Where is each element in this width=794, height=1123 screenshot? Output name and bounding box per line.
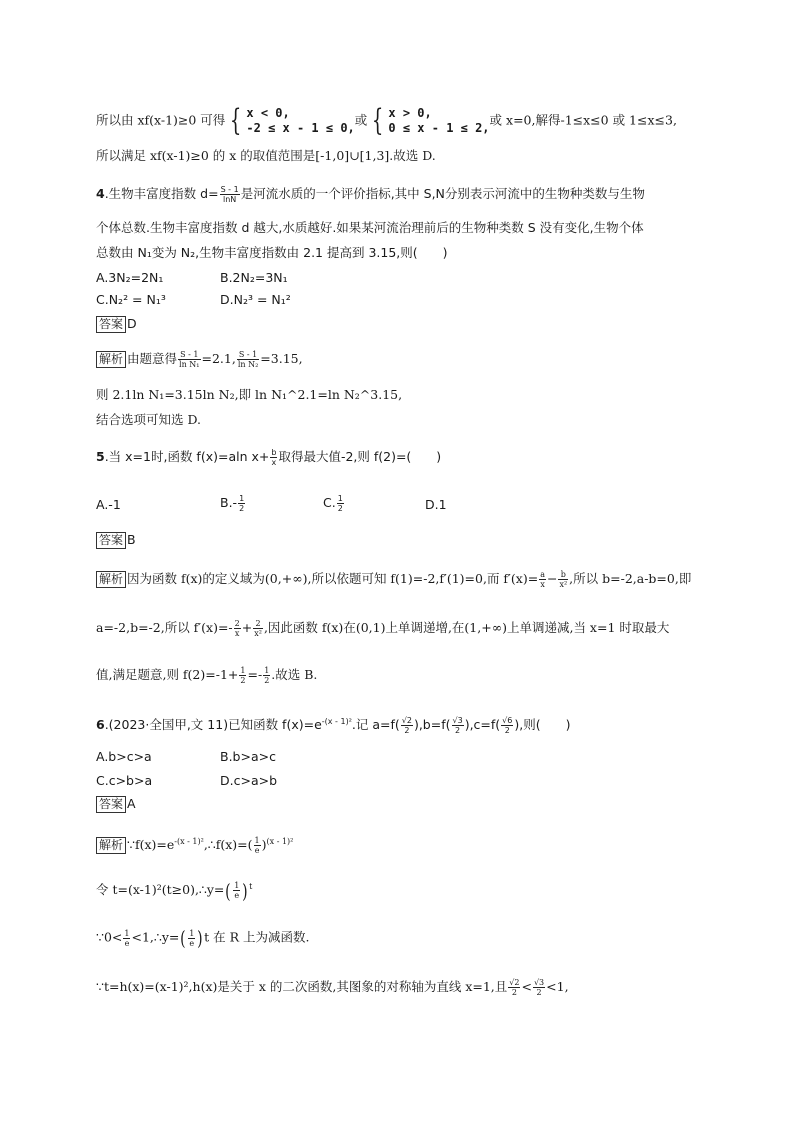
analysis-line-1 xyxy=(96,834,293,855)
text: 或 xyxy=(354,112,368,128)
option-a: A.-1 xyxy=(96,497,121,512)
numerator: 1 xyxy=(254,836,260,846)
numerator: a xyxy=(540,570,545,579)
brace: { xyxy=(372,103,384,138)
denominator: lnN xyxy=(222,195,237,204)
numerator: 1 xyxy=(239,494,245,503)
fraction xyxy=(220,185,240,204)
denominator: e xyxy=(189,938,195,948)
answer-value: A xyxy=(127,796,136,811)
text: =- xyxy=(247,667,263,682)
numerator: 1 xyxy=(240,666,246,675)
text: C. xyxy=(323,495,336,510)
text: ) xyxy=(261,837,267,853)
option-c: C.c>b>a xyxy=(96,773,153,788)
fraction xyxy=(123,929,130,948)
denominator: e xyxy=(124,938,130,948)
numerator: 1 xyxy=(234,881,240,891)
fraction xyxy=(253,619,263,638)
text: ∵0< xyxy=(96,929,123,945)
paren: ) xyxy=(242,878,248,903)
fraction xyxy=(337,494,344,513)
fraction xyxy=(233,881,240,900)
paren: ) xyxy=(197,926,203,950)
numerator: b xyxy=(271,448,277,457)
solution-line-1 xyxy=(96,103,677,138)
numerator: S - 1 xyxy=(220,185,239,194)
text: .故选 B. xyxy=(271,667,318,682)
question-4-stem-line-1 xyxy=(96,185,645,204)
fraction xyxy=(270,448,277,467)
fraction xyxy=(237,350,259,369)
option-d: D.N₂³ = N₁² xyxy=(220,292,291,307)
analysis-line-2: 则 2.1ln N₁=3.15ln N₂,即 ln N₁^2.1=ln N₂^3.15, xyxy=(96,387,403,402)
numerator: √6 xyxy=(502,716,513,726)
text: 因为函数 f(x)的定义域为(0,+∞),所以依题可知 f(1)=-2,f′(1)=0,而 f′(x)= xyxy=(127,571,539,586)
text: 令 t=(x-1)²(t≥0),∴y= xyxy=(96,882,225,898)
analysis-tag: 解析 xyxy=(96,571,126,588)
answer-line xyxy=(96,796,136,813)
text: =2.1, xyxy=(201,351,236,366)
option-d: D.1 xyxy=(425,497,447,512)
text: ∵t=h(x)=(x-1)²,h(x)是关于 x 的二次函数,其图象的对称轴为直线 x=1,且 xyxy=(96,979,508,994)
numerator: 1 xyxy=(337,494,343,503)
numerator: S - 1 xyxy=(178,350,200,360)
text: − xyxy=(546,571,558,586)
numerator: S - 1 xyxy=(237,350,259,360)
denominator: 2 xyxy=(337,504,343,513)
numerator: √2 xyxy=(401,716,412,726)
analysis-line-3 xyxy=(96,666,317,685)
answer-line xyxy=(96,532,136,549)
question-number: 6 xyxy=(96,717,105,733)
text: ,因此函数 f(x)在(0,1)上单调递增,在(1,+∞)上单调递减,当 x=1 时取最大 xyxy=(263,620,670,635)
fraction xyxy=(401,716,413,735)
analysis-tag: 解析 xyxy=(96,837,126,854)
text: a=-2,b=-2,所以 f′(x)=- xyxy=(96,620,233,635)
denominator: 2 xyxy=(511,988,517,997)
denominator: 2 xyxy=(264,676,270,685)
text: 由题意得 xyxy=(127,351,178,366)
analysis-line-3: 结合选项可知选 D. xyxy=(96,412,202,427)
brace: { xyxy=(230,103,242,138)
fraction xyxy=(263,666,270,685)
fraction xyxy=(508,978,520,997)
text: ),b=f( xyxy=(413,717,451,733)
text: ,∴f(x)=( xyxy=(203,837,253,853)
text: <1,∴y= xyxy=(131,929,180,945)
inequality-system-1 xyxy=(246,106,354,136)
text: 值,满足题意,则 f(2)=-1+ xyxy=(96,667,239,682)
fraction xyxy=(239,666,246,685)
fraction xyxy=(452,716,464,735)
exponent: -(x - 1)² xyxy=(174,837,204,846)
analysis-line-3 xyxy=(96,928,309,948)
question-4-stem-line-3: 总数由 N₁变为 N₂,生物丰富度指数由 2.1 提高到 3.15,则( ) xyxy=(96,245,448,260)
option-b: B.2N₂=3N₁ xyxy=(220,270,288,285)
solution-line-2: 所以满足 xf(x-1)≥0 的 x 的取值范围是[-1,0]∪[1,3].故选 D. xyxy=(96,148,436,163)
denominator: x xyxy=(271,458,277,467)
denominator: e xyxy=(254,846,260,856)
denominator: 2 xyxy=(455,726,461,736)
analysis-tag: 解析 xyxy=(96,351,126,368)
text: .(2023·全国甲,文 11)已知函数 f(x)=e xyxy=(104,717,322,733)
option-c: C.N₂² = N₁³ xyxy=(96,292,166,307)
sys-top: x > 0, xyxy=(388,106,432,120)
text: ),c=f( xyxy=(464,717,501,733)
option-a: A.3N₂=2N₁ xyxy=(96,270,164,285)
text: + xyxy=(241,620,253,635)
fraction xyxy=(539,570,546,589)
fraction xyxy=(501,716,513,735)
numerator: 1 xyxy=(264,666,270,675)
numerator: √2 xyxy=(509,978,520,987)
answer-tag: 答案 xyxy=(96,532,126,549)
analysis-line-1 xyxy=(96,570,691,589)
option-b xyxy=(220,494,246,513)
analysis-line-4 xyxy=(96,978,569,997)
numerator: 2 xyxy=(234,619,240,628)
option-a: A.b>c>a xyxy=(96,749,152,764)
text: 或 x=0,解得-1≤x≤0 或 1≤x≤3, xyxy=(489,112,677,128)
text: .生物丰富度指数 d= xyxy=(104,186,219,201)
fraction xyxy=(188,929,195,948)
paren: ( xyxy=(180,926,187,950)
numerator: √3 xyxy=(452,716,463,726)
denominator: x xyxy=(234,629,240,638)
analysis-line-1 xyxy=(96,350,303,369)
numerator: 1 xyxy=(124,928,130,938)
option-b: B.b>a>c xyxy=(220,749,276,764)
answer-tag: 答案 xyxy=(96,796,126,813)
question-5-stem xyxy=(96,448,441,467)
fraction xyxy=(238,494,245,513)
text: ∵f(x)=e xyxy=(127,837,175,853)
text: 取得最大值-2,则 f(2)=( ) xyxy=(278,449,442,464)
sys-bottom: 0 ≤ x - 1 ≤ 2, xyxy=(388,121,490,135)
denominator: 2 xyxy=(536,988,542,997)
numerator: 1 xyxy=(189,928,195,938)
text: ,所以 b=-2,a-b=0,即 xyxy=(569,571,692,586)
numerator: 2 xyxy=(253,619,263,629)
text: .当 x=1时,函数 f(x)=aln x+ xyxy=(104,449,270,464)
denominator: 2 xyxy=(504,726,510,736)
inequality-system-2 xyxy=(388,106,489,136)
denominator: e xyxy=(234,891,240,901)
numerator: b xyxy=(558,570,568,580)
exponent: -(x - 1)² xyxy=(321,717,352,726)
text: 所以由 xf(x-1)≥0 可得 xyxy=(96,112,226,128)
text: B.- xyxy=(220,495,238,510)
denominator: 2 xyxy=(404,726,410,736)
exponent: (x - 1)² xyxy=(266,837,294,846)
text: ),则( ) xyxy=(514,717,571,733)
option-d: D.c>a>b xyxy=(220,773,278,788)
answer-value: B xyxy=(127,532,136,547)
sys-top: x < 0, xyxy=(246,106,290,120)
denominator: 2 xyxy=(239,504,245,513)
exponent: t xyxy=(249,882,253,891)
text: =3.15, xyxy=(260,351,303,366)
denominator: ln N₁ xyxy=(179,360,200,369)
analysis-line-2 xyxy=(96,619,669,638)
text: <1, xyxy=(546,979,569,994)
denominator: x² xyxy=(559,580,568,589)
fraction xyxy=(254,836,261,855)
sys-bottom: -2 ≤ x - 1 ≤ 0, xyxy=(246,121,355,135)
question-4-stem-line-2: 个体总数.生物丰富度指数 d 越大,水质越好.如果某河流治理前后的生物种类数 S 没有变化,生物个体 xyxy=(96,220,644,235)
denominator: x xyxy=(540,580,545,589)
text: < xyxy=(521,979,532,994)
answer-line xyxy=(96,316,137,333)
denominator: 2 xyxy=(240,676,246,685)
denominator: x² xyxy=(254,629,262,638)
option-c xyxy=(323,494,345,513)
fraction xyxy=(533,978,545,997)
denominator: ln N₂ xyxy=(237,360,259,369)
question-number: 4 xyxy=(96,186,105,201)
question-6-stem xyxy=(96,714,570,735)
answer-value: D xyxy=(127,316,137,331)
answer-tag: 答案 xyxy=(96,316,126,333)
text: .记 a=f( xyxy=(351,717,400,733)
fraction xyxy=(234,619,241,638)
paren: ( xyxy=(225,878,232,903)
question-number: 5 xyxy=(96,449,105,464)
numerator: √3 xyxy=(533,978,545,987)
text: t 在 R 上为减函数. xyxy=(204,929,310,945)
fraction xyxy=(178,350,200,369)
fraction xyxy=(558,570,568,589)
analysis-line-2 xyxy=(96,879,252,901)
text: 是河流水质的一个评价指标,其中 S,N分别表示河流中的生物种类数与生物 xyxy=(240,186,645,201)
